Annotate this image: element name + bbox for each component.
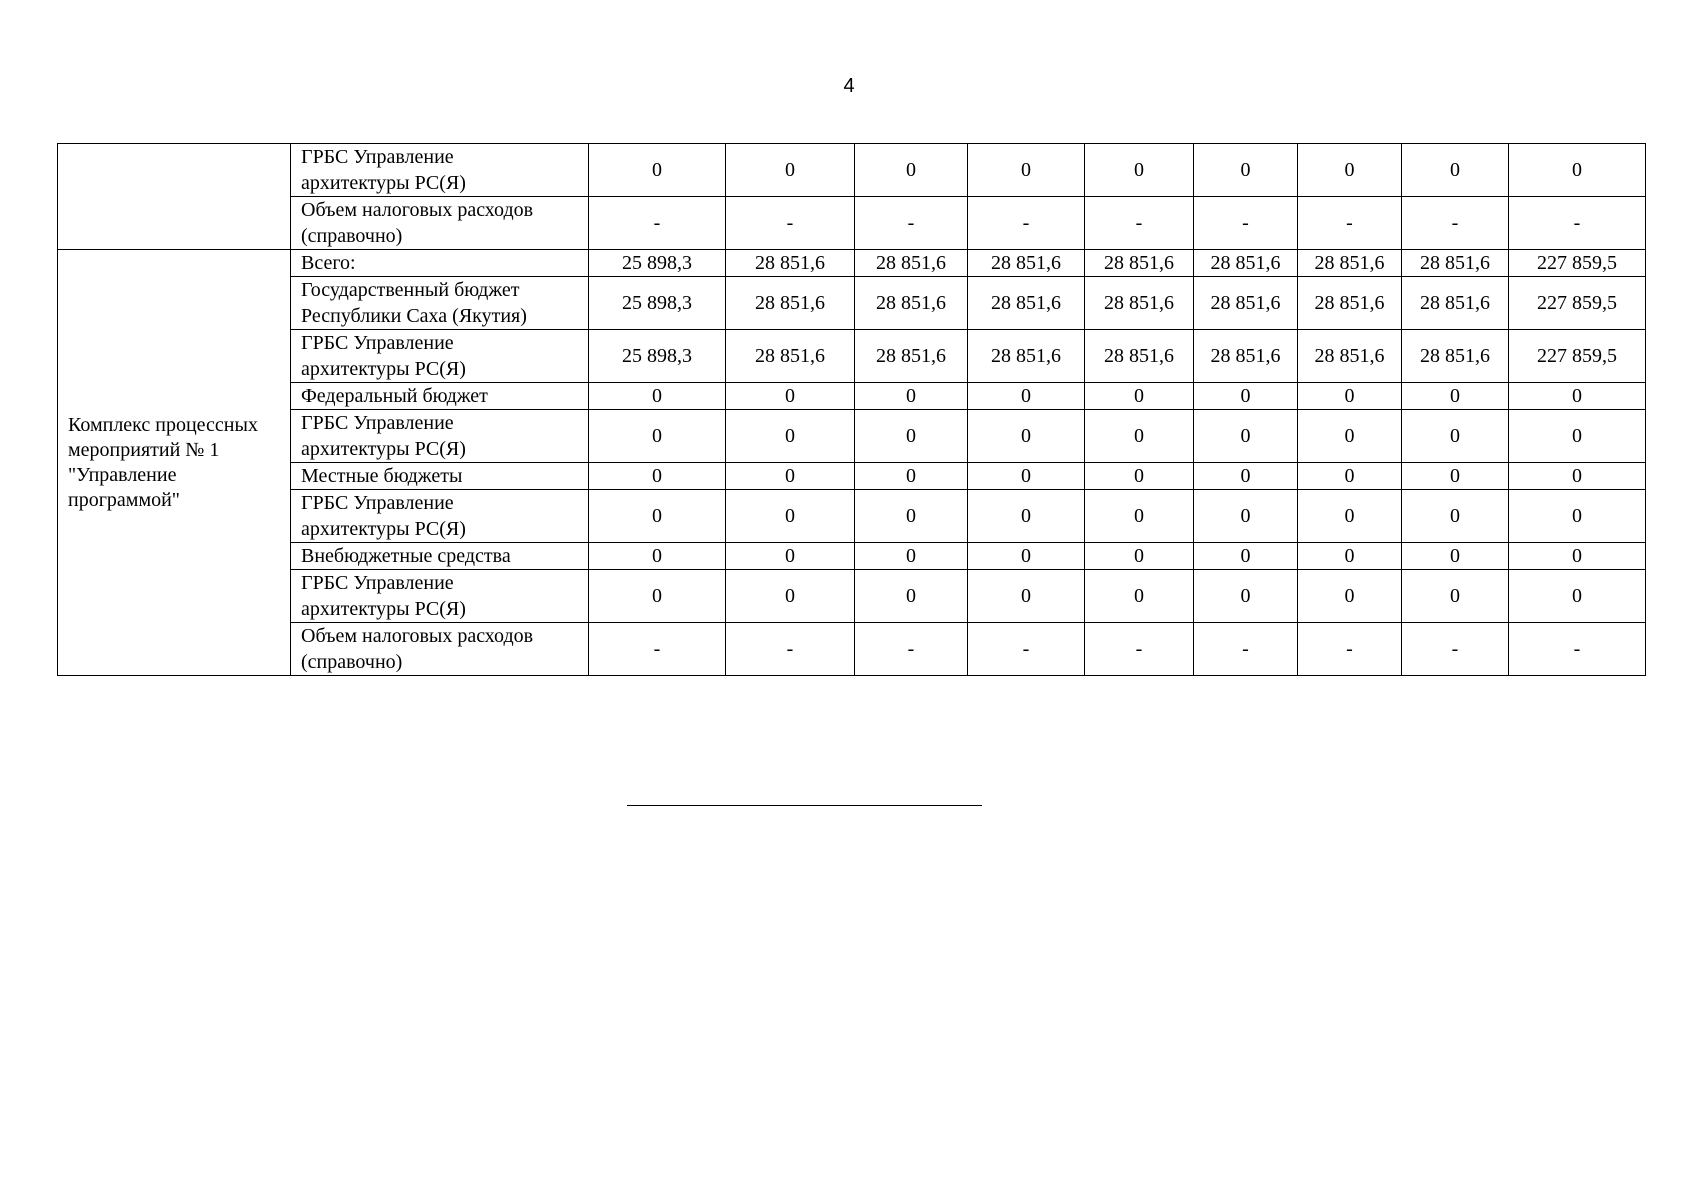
- table-body: [58, 144, 1646, 676]
- funding-source-cell: [291, 490, 589, 543]
- total-value-cell: 0: [1509, 490, 1646, 543]
- year-value-cell: 28 851,6: [1402, 330, 1509, 383]
- year-value-cell: 0: [1402, 383, 1509, 410]
- table-row: [58, 144, 1646, 197]
- group-label-cell: [58, 144, 291, 250]
- table-row: [58, 330, 1646, 383]
- year-value-cell: -: [1085, 197, 1194, 250]
- year-value-cell: 28 851,6: [1402, 250, 1509, 277]
- year-value-cell: 0: [726, 383, 855, 410]
- year-value-cell: 0: [1194, 410, 1298, 463]
- year-value-cell: -: [1402, 623, 1509, 676]
- funding-source-line: Внебюджетные средства: [301, 545, 511, 567]
- year-value-cell: 0: [1194, 543, 1298, 570]
- year-value-cell: 0: [855, 463, 968, 490]
- year-value-cell: 0: [1194, 463, 1298, 490]
- year-value-cell: 0: [1194, 490, 1298, 543]
- year-value-cell: -: [1402, 197, 1509, 250]
- funding-source-line: архитектуры РС(Я): [301, 438, 466, 460]
- year-value-cell: 0: [1402, 490, 1509, 543]
- year-value-cell: 0: [855, 543, 968, 570]
- year-value-cell: 0: [726, 543, 855, 570]
- funding-source-line: Объем налоговых расходов: [301, 199, 534, 221]
- funding-source-line: архитектуры РС(Я): [301, 518, 466, 540]
- table-row: [58, 250, 1646, 277]
- funding-source-line: Местные бюджеты: [301, 465, 463, 487]
- year-value-cell: 28 851,6: [726, 330, 855, 383]
- year-value-cell: 0: [968, 490, 1085, 543]
- table-row: [58, 197, 1646, 250]
- funding-source-cell: [291, 144, 589, 197]
- funding-source-cell: [291, 250, 589, 277]
- year-value-cell: 0: [726, 410, 855, 463]
- year-value-cell: 28 851,6: [1194, 250, 1298, 277]
- group-label-cell: Комплекс процессных мероприятий № 1 "Управление программой": [58, 250, 291, 676]
- year-value-cell: 0: [1194, 570, 1298, 623]
- year-value-cell: 0: [1298, 463, 1402, 490]
- year-value-cell: -: [1194, 623, 1298, 676]
- year-value-cell: 0: [1085, 463, 1194, 490]
- funding-source-cell: [291, 330, 589, 383]
- year-value-cell: 0: [1402, 463, 1509, 490]
- year-value-cell: 0: [1402, 144, 1509, 197]
- funding-source-cell: [291, 383, 589, 410]
- funding-source-line: ГРБС Управление: [301, 146, 454, 168]
- funding-source-line: Республики Саха (Якутия): [301, 305, 527, 327]
- funding-source-line: ГРБС Управление: [301, 412, 454, 434]
- table-row: [58, 543, 1646, 570]
- year-value-cell: -: [1194, 197, 1298, 250]
- funding-source-line: Объем налоговых расходов: [301, 625, 534, 647]
- year-value-cell: 28 851,6: [1085, 250, 1194, 277]
- funding-source-line: ГРБС Управление: [301, 492, 454, 514]
- year-value-cell: 0: [1194, 144, 1298, 197]
- table-row: [58, 570, 1646, 623]
- year-value-cell: 0: [589, 490, 726, 543]
- year-value-cell: 28 851,6: [1085, 277, 1194, 330]
- total-value-cell: 0: [1509, 383, 1646, 410]
- year-value-cell: -: [726, 197, 855, 250]
- total-value-cell: 0: [1509, 463, 1646, 490]
- table-row: [58, 623, 1646, 676]
- year-value-cell: 28 851,6: [968, 330, 1085, 383]
- total-value-cell: 0: [1509, 144, 1646, 197]
- year-value-cell: 0: [855, 570, 968, 623]
- total-value-cell: 0: [1509, 410, 1646, 463]
- year-value-cell: -: [968, 623, 1085, 676]
- table-row: [58, 463, 1646, 490]
- year-value-cell: 0: [1298, 410, 1402, 463]
- year-value-cell: 0: [968, 570, 1085, 623]
- year-value-cell: 0: [589, 543, 726, 570]
- funding-source-line: ГРБС Управление: [301, 332, 454, 354]
- year-value-cell: 0: [1085, 570, 1194, 623]
- year-value-cell: 0: [589, 383, 726, 410]
- year-value-cell: -: [1085, 623, 1194, 676]
- funding-source-line: архитектуры РС(Я): [301, 598, 466, 620]
- year-value-cell: 28 851,6: [1194, 277, 1298, 330]
- total-value-cell: 0: [1509, 543, 1646, 570]
- year-value-cell: 0: [968, 383, 1085, 410]
- total-value-cell: 0: [1509, 570, 1646, 623]
- funding-source-line: архитектуры РС(Я): [301, 172, 466, 194]
- year-value-cell: 0: [968, 410, 1085, 463]
- page-number: 4: [843, 75, 855, 97]
- year-value-cell: 0: [1085, 543, 1194, 570]
- year-value-cell: 0: [855, 144, 968, 197]
- funding-source-cell: [291, 543, 589, 570]
- year-value-cell: 0: [1085, 383, 1194, 410]
- table-row: [58, 383, 1646, 410]
- total-value-cell: -: [1509, 623, 1646, 676]
- footer-separator-line: [627, 805, 982, 806]
- funding-source-cell: [291, 410, 589, 463]
- year-value-cell: 28 851,6: [1085, 330, 1194, 383]
- year-value-cell: -: [968, 197, 1085, 250]
- year-value-cell: 0: [726, 463, 855, 490]
- year-value-cell: 0: [1402, 410, 1509, 463]
- total-value-cell: 227 859,5: [1509, 277, 1646, 330]
- year-value-cell: 0: [726, 144, 855, 197]
- year-value-cell: 0: [1298, 570, 1402, 623]
- year-value-cell: -: [589, 623, 726, 676]
- year-value-cell: 0: [855, 490, 968, 543]
- total-value-cell: -: [1509, 197, 1646, 250]
- year-value-cell: -: [589, 197, 726, 250]
- year-value-cell: 0: [968, 543, 1085, 570]
- funding-source-cell: [291, 463, 589, 490]
- year-value-cell: 0: [1085, 490, 1194, 543]
- total-value-cell: 227 859,5: [1509, 250, 1646, 277]
- year-value-cell: -: [1298, 197, 1402, 250]
- year-value-cell: 0: [1085, 410, 1194, 463]
- year-value-cell: 25 898,3: [589, 277, 726, 330]
- funding-source-line: (справочно): [301, 651, 403, 673]
- year-value-cell: 0: [1298, 144, 1402, 197]
- year-value-cell: 0: [1298, 490, 1402, 543]
- year-value-cell: 28 851,6: [1298, 277, 1402, 330]
- year-value-cell: 28 851,6: [726, 250, 855, 277]
- funding-source-cell: [291, 623, 589, 676]
- year-value-cell: 28 851,6: [855, 330, 968, 383]
- year-value-cell: 28 851,6: [1298, 250, 1402, 277]
- year-value-cell: -: [726, 623, 855, 676]
- year-value-cell: -: [1298, 623, 1402, 676]
- year-value-cell: 0: [1085, 144, 1194, 197]
- year-value-cell: 0: [855, 410, 968, 463]
- year-value-cell: 0: [589, 463, 726, 490]
- year-value-cell: 0: [1194, 383, 1298, 410]
- year-value-cell: 28 851,6: [1402, 277, 1509, 330]
- funding-source-line: Государственный бюджет: [301, 279, 520, 301]
- year-value-cell: -: [855, 197, 968, 250]
- table-row: [58, 410, 1646, 463]
- year-value-cell: 28 851,6: [726, 277, 855, 330]
- year-value-cell: -: [855, 623, 968, 676]
- year-value-cell: 28 851,6: [968, 277, 1085, 330]
- year-value-cell: 0: [726, 570, 855, 623]
- table-row: [58, 490, 1646, 543]
- year-value-cell: 0: [589, 570, 726, 623]
- funding-source-cell: [291, 197, 589, 250]
- year-value-cell: 0: [968, 144, 1085, 197]
- funding-source-line: (справочно): [301, 225, 403, 247]
- year-value-cell: 0: [589, 144, 726, 197]
- funding-source-line: Всего:: [301, 252, 356, 274]
- year-value-cell: 28 851,6: [855, 250, 968, 277]
- year-value-cell: 25 898,3: [589, 250, 726, 277]
- total-value-cell: 227 859,5: [1509, 330, 1646, 383]
- year-value-cell: 25 898,3: [589, 330, 726, 383]
- year-value-cell: 0: [1402, 543, 1509, 570]
- year-value-cell: 28 851,6: [968, 250, 1085, 277]
- table-row: [58, 277, 1646, 330]
- year-value-cell: 0: [1298, 543, 1402, 570]
- year-value-cell: 0: [968, 463, 1085, 490]
- year-value-cell: 28 851,6: [1298, 330, 1402, 383]
- year-value-cell: 0: [1298, 383, 1402, 410]
- funding-source-line: Федеральный бюджет: [301, 385, 488, 407]
- year-value-cell: 0: [726, 490, 855, 543]
- year-value-cell: 28 851,6: [1194, 330, 1298, 383]
- funding-source-cell: [291, 570, 589, 623]
- budget-table: [57, 143, 1646, 676]
- year-value-cell: 28 851,6: [855, 277, 968, 330]
- funding-source-line: ГРБС Управление: [301, 572, 454, 594]
- year-value-cell: 0: [589, 410, 726, 463]
- year-value-cell: 0: [1402, 570, 1509, 623]
- year-value-cell: 0: [855, 383, 968, 410]
- funding-source-cell: [291, 277, 589, 330]
- funding-source-line: архитектуры РС(Я): [301, 358, 466, 380]
